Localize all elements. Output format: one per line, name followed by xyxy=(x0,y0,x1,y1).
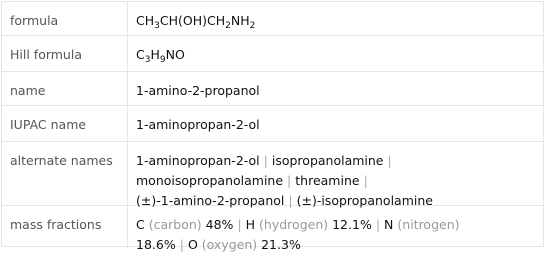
hill-part: NO xyxy=(165,47,185,62)
element-name: (carbon) xyxy=(148,217,202,232)
row-name xyxy=(2,72,543,106)
hill-part: H xyxy=(150,47,160,62)
separator: | xyxy=(179,237,184,252)
hill-sub: 3 xyxy=(144,55,151,65)
separator: | xyxy=(287,173,292,188)
label-mass-fractions: mass fractions xyxy=(2,206,128,248)
element-percent: 21.3% xyxy=(261,237,301,252)
label-name: name xyxy=(2,72,128,105)
formula-part: CH(OH)CH xyxy=(159,13,226,28)
alternate-name: (±)-isopropanolamine xyxy=(296,193,433,208)
value-formula xyxy=(128,2,543,35)
row-iupac-name xyxy=(2,106,543,142)
properties-table xyxy=(1,1,544,252)
value-hill-formula xyxy=(128,36,543,71)
value-name: 1-amino-2-propanol xyxy=(136,83,260,98)
alternate-name: threamine xyxy=(295,173,360,188)
formula-sub: 2 xyxy=(249,21,256,31)
separator: | xyxy=(363,173,368,188)
label-iupac-name: IUPAC name xyxy=(2,106,128,141)
alternate-name: monoisopropanolamine xyxy=(136,173,284,188)
element-percent: 12.1% xyxy=(332,217,372,232)
element-percent: 18.6% xyxy=(136,237,176,252)
alternate-name: (±)-1-amino-2-propanol xyxy=(136,193,285,208)
value-mass-fractions xyxy=(128,206,543,252)
alternate-name: isopropanolamine xyxy=(271,153,384,168)
element-name: (oxygen) xyxy=(201,237,258,252)
label-formula: formula xyxy=(2,2,128,35)
separator: | xyxy=(288,193,293,208)
element-name: (hydrogen) xyxy=(259,217,329,232)
row-alternate-names xyxy=(2,142,543,206)
separator: | xyxy=(375,217,381,232)
separator: | xyxy=(237,217,242,232)
element-name: (nitrogen) xyxy=(397,217,460,232)
value-iupac-name: 1-aminopropan-2-ol xyxy=(136,117,260,132)
formula-part: NH xyxy=(230,13,250,28)
value-alternate-names xyxy=(128,142,543,208)
hill-sub: 9 xyxy=(159,55,166,65)
element-symbol: O xyxy=(187,237,198,252)
element-percent: 48% xyxy=(205,217,234,232)
formula-sub: 2 xyxy=(225,21,231,31)
formula-sub: 3 xyxy=(154,21,160,31)
element-symbol: H xyxy=(245,217,256,232)
alternate-name: 1-aminopropan-2-ol xyxy=(136,153,260,168)
row-mass-fractions xyxy=(2,206,543,252)
element-symbol: N xyxy=(384,217,394,232)
separator: | xyxy=(263,153,268,168)
hill-part: C xyxy=(136,47,145,62)
formula-part: CH xyxy=(136,13,155,28)
label-alternate-names: alternate names xyxy=(2,142,128,205)
row-hill-formula xyxy=(2,36,543,72)
separator: | xyxy=(387,153,392,168)
element-symbol: C xyxy=(136,217,145,232)
row-formula xyxy=(2,2,543,36)
label-hill-formula: Hill formula xyxy=(2,36,128,71)
